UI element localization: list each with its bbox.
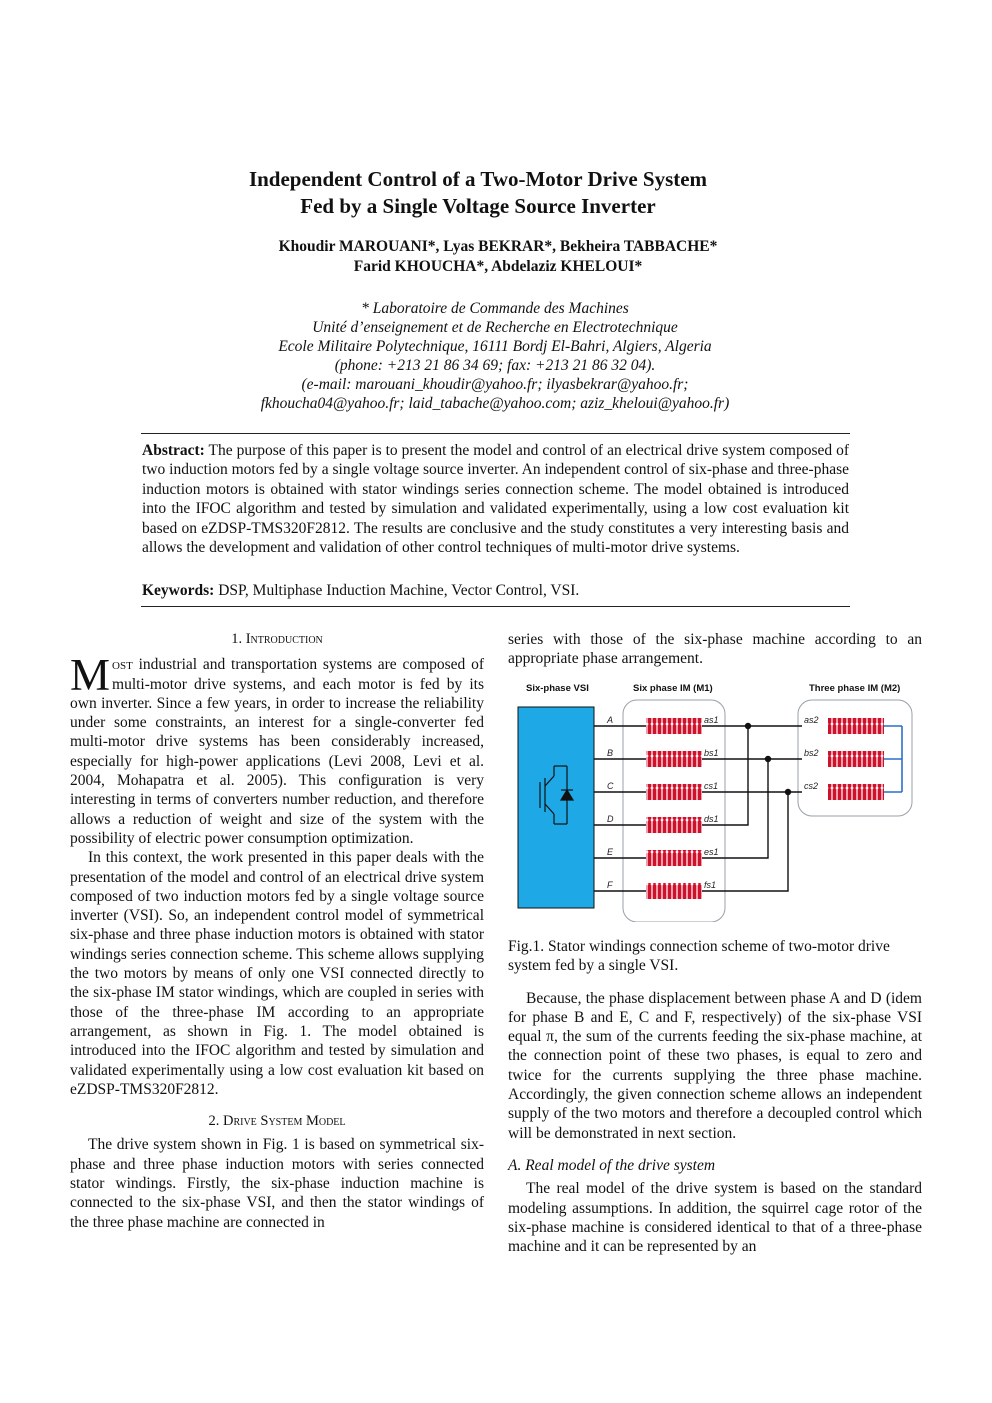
figure-1-connection-scheme (512, 676, 922, 922)
authors-line-1: Khoudir MAROUANI*, Lyas BEKRAR*, Bekheira TABBACHE* (278, 238, 718, 255)
section-heading-drive-system-model: 2. Drive System Model (208, 1113, 346, 1130)
subsection-heading-real-model: A. Real model of the drive system (508, 1156, 716, 1174)
winding-label: as2 (804, 715, 819, 725)
phase-letter: F (607, 880, 613, 890)
m1-winding-labels (704, 715, 719, 890)
keywords (142, 581, 849, 600)
winding-label: cs2 (804, 781, 819, 791)
winding-label: es1 (704, 847, 719, 857)
winding-label: as1 (704, 715, 719, 725)
left-column (70, 630, 484, 1232)
m2-star-point (884, 726, 902, 792)
affiliation (0, 299, 990, 413)
keywords-label: Keywords: (142, 582, 215, 599)
abstract-label: Abstract: (142, 442, 205, 459)
m2-label: Three phase IM (M2) (809, 683, 901, 694)
phase-letter: E (607, 847, 614, 857)
coil (828, 751, 884, 767)
abstract (142, 441, 849, 557)
phase-letter: A (607, 715, 614, 725)
affiliation-line-2: Unité d’enseignement et de Recherche en Electrotechnique (312, 319, 678, 336)
continued-paragraph: series with those of the six-phase machine according to an appropriate phase arrangement. (508, 631, 922, 668)
title-line-2: Fed by a Single Voltage Source Inverter (300, 194, 656, 218)
drop-cap: M (70, 650, 111, 701)
m1-label: Six phase IM (M1) (633, 683, 713, 694)
authors (0, 237, 992, 277)
abstract-bottom-rule (141, 606, 850, 607)
coil (828, 718, 884, 734)
coil (646, 850, 702, 866)
authors-line-2: Farid KHOUCHA*, Abdelaziz KHELOUI* (353, 258, 643, 275)
right-paragraph-3: The real model of the drive system is based on the standard modeling assumptions. In addition, the squirrel cage rotor of the six-phase machine is considered identical to that of a three-phase machine and it can be represented by an (508, 1180, 922, 1256)
affiliation-line-3: Ecole Militaire Polytechnique, 16111 Bordj El-Bahri, Algiers, Algeria (278, 338, 712, 355)
phase-letter: C (607, 781, 614, 791)
m2-winding-labels (804, 715, 819, 791)
winding-label: cs1 (704, 781, 719, 791)
coil (828, 784, 884, 800)
intro-paragraph-2: In this context, the work presented in this paper deals with the presentation of the model and control of an electrical drive system composed of two induction motors fed by a single voltage source inverter (VSI). So, an independent control model of symmetrical six-phase and three phase induction motors is obtained with stator windings series connection scheme. This scheme allows supplying the two motors by means of only one VSI connected directly to the six-phase IM stator windings, which are coupled in series with those of the three-phase IM according to an appropriate arrangement, as shown in Fig. 1. The model obtained is introduced into the IFOC algorithm and tested by simulation and validated experimentally using a low cost evaluation kit based on eZDSP-TMS320F2812. (70, 849, 484, 1098)
paper-title (0, 166, 956, 220)
affiliation-line-4: (phone: +213 21 86 34 69; fax: +213 21 86 32 04). (334, 357, 656, 374)
right-column (508, 630, 922, 669)
m1-coils (646, 718, 702, 899)
right-column-lower (508, 937, 922, 1256)
section-heading-introduction: 1. Introduction (231, 631, 323, 647)
m2-coils (828, 718, 884, 800)
phase-letters (606, 715, 614, 890)
affiliation-line-5: (e-mail: marouani_khoudir@yahoo.fr; ilyasbekrar@yahoo.fr; (301, 376, 689, 393)
phase-wires (594, 726, 646, 891)
keywords-text: DSP, Multiphase Induction Machine, Vector Control, VSI. (218, 582, 580, 599)
coil (646, 817, 702, 833)
abstract-top-rule (141, 433, 850, 434)
intro-paragraph-1: Most industrial and transportation systems are composed of multi-motor drive systems, and each motor is fed by its own inverter. Since a few years, in order to increase the reliability under some constraints, an interest for a single-converter fed multi-motor drive systems has been considerably increased, especially for high-power applications (Levi 2008, Levi et al. 2004, Mohapatra et al. 2005). This configuration is very interesting in terms of converters number reduction, and therefore allows a reduction of weight and size of the system with the possibility of electric power consumption optimization. (70, 650, 484, 847)
title-line-1: Independent Control of a Two-Motor Drive System (248, 167, 708, 191)
abstract-text: The purpose of this paper is to present the model and control of an electrical drive system composed of two induction motors fed by a single voltage source inverter. An independent control of six-phase and three-phase induction motors is obtained with stator windings series connection scheme. The model obtained is introduced into the IFOC algorithm and tested by simulation and validated experimentally, using a low cost evaluation kit based on eZDSP-TMS320F2812. The results are conclusive and the study constitutes a very interesting basis and allows the development and validation of other control techniques of multi-motor drive systems. (142, 442, 849, 557)
affiliation-line-1: * Laboratoire de Commande des Machines (361, 300, 629, 317)
winding-label: bs2 (804, 748, 819, 758)
affiliation-line-6: fkhoucha04@yahoo.fr; laid_tabache@yahoo.com; aziz_kheloui@yahoo.fr) (260, 395, 730, 412)
vsi-block (518, 707, 594, 908)
winding-label: ds1 (704, 814, 719, 824)
coil (646, 718, 702, 734)
coil (646, 751, 702, 767)
vsi-label: Six-phase VSI (526, 683, 589, 694)
model-paragraph-1: The drive system shown in Fig. 1 is based on symmetrical six-phase and three phase induction motors with series connected stator windings. Firstly, the six-phase induction machine is connected to the six-phase VSI, and then the stator windings of the three phase machine are connected in (70, 1136, 484, 1231)
winding-label: bs1 (704, 748, 719, 758)
winding-label: fs1 (704, 880, 717, 890)
figure-1-caption: Fig.1. Stator windings connection scheme of two-motor drive system fed by a single VSI. (508, 938, 890, 975)
right-paragraph-2: Because, the phase displacement between phase A and D (idem for phase B and E, C and F, respectively) of the six-phase VSI equal π, the sum of the currents feeding the six-phase machine, at the connection point of these two phases, is equal to zero and twice for the currents supplying the three phase machine. Accordingly, the given connection scheme allows an independent supply of the two motors and therefore a decoupled control which will be demonstrated in next section. (508, 989, 922, 1142)
coil (646, 883, 702, 899)
phase-letter: D (607, 814, 614, 824)
coil (646, 784, 702, 800)
phase-letter: B (607, 748, 614, 758)
